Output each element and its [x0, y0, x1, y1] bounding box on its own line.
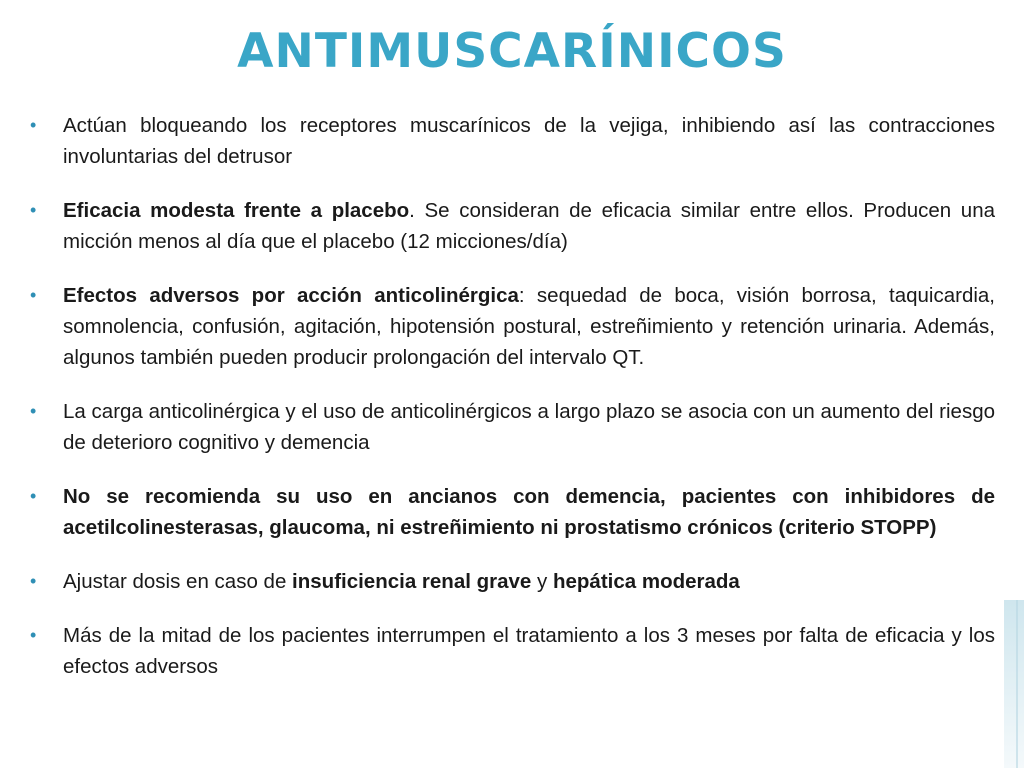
bullet-item — [30, 110, 995, 172]
decorative-side-band — [1004, 600, 1024, 768]
bullet-marker: • — [30, 200, 37, 220]
bullet-text-bold: hepática moderada — [552, 570, 740, 593]
bullet-text-bold: Efectos adversos por acción anticolinérgica — [63, 284, 519, 307]
bullet-item — [30, 566, 995, 597]
bullet-text: Más de la mitad de los pacientes interrumpen el tratamiento a los 3 meses por falta de eficacia y los efectos adversos — [63, 624, 995, 678]
bullet-marker: • — [30, 625, 37, 645]
bullet-marker: • — [30, 401, 37, 421]
bullet-text: : sequedad de boca, visión borrosa, taquicardia, somnolencia, confusión, agitación, hipotensión postural, estreñimiento y retención urinaria. Además, algunos también pueden producir prolongación del intervalo QT. — [63, 284, 995, 369]
bullet-marker: • — [30, 571, 37, 591]
bullet-marker: • — [30, 285, 37, 305]
bullet-item — [30, 620, 995, 682]
bullet-text: . Se consideran de eficacia similar entre ellos. Producen una micción menos al día que el placebo (12 micciones/día) — [63, 199, 996, 253]
bullet-item — [30, 481, 995, 543]
bullet-item — [30, 396, 995, 458]
bullet-text: Ajustar dosis en caso de — [63, 570, 293, 593]
bullet-text: y — [531, 570, 553, 593]
bullet-list — [30, 110, 995, 705]
slide-title: ANTIMUSCARÍNICOS — [237, 24, 787, 79]
bullet-text-bold: No se recomienda su uso en ancianos con demencia, pacientes con inhibidores de acetilcolinesterasas, glaucoma, ni estreñimiento ni prostatismo crónicos (criterio STOPP) — [63, 485, 995, 539]
bullet-text: Actúan bloqueando los receptores muscarínicos de la vejiga, inhibiendo así las contracciones involuntarias del detrusor — [63, 114, 995, 168]
bullet-text-bold: Eficacia modesta frente a placebo — [63, 199, 410, 222]
bullet-marker: • — [30, 486, 37, 506]
bullet-text: La carga anticolinérgica y el uso de anticolinérgicos a largo plazo se asocia con un aumento del riesgo de deterioro cognitivo y demencia — [63, 400, 995, 454]
bullet-marker: • — [30, 115, 37, 135]
decorative-side-line — [1016, 600, 1018, 768]
bullet-item — [30, 195, 995, 257]
bullet-item — [30, 280, 995, 373]
bullet-text-bold: insuficiencia renal grave — [292, 570, 532, 593]
